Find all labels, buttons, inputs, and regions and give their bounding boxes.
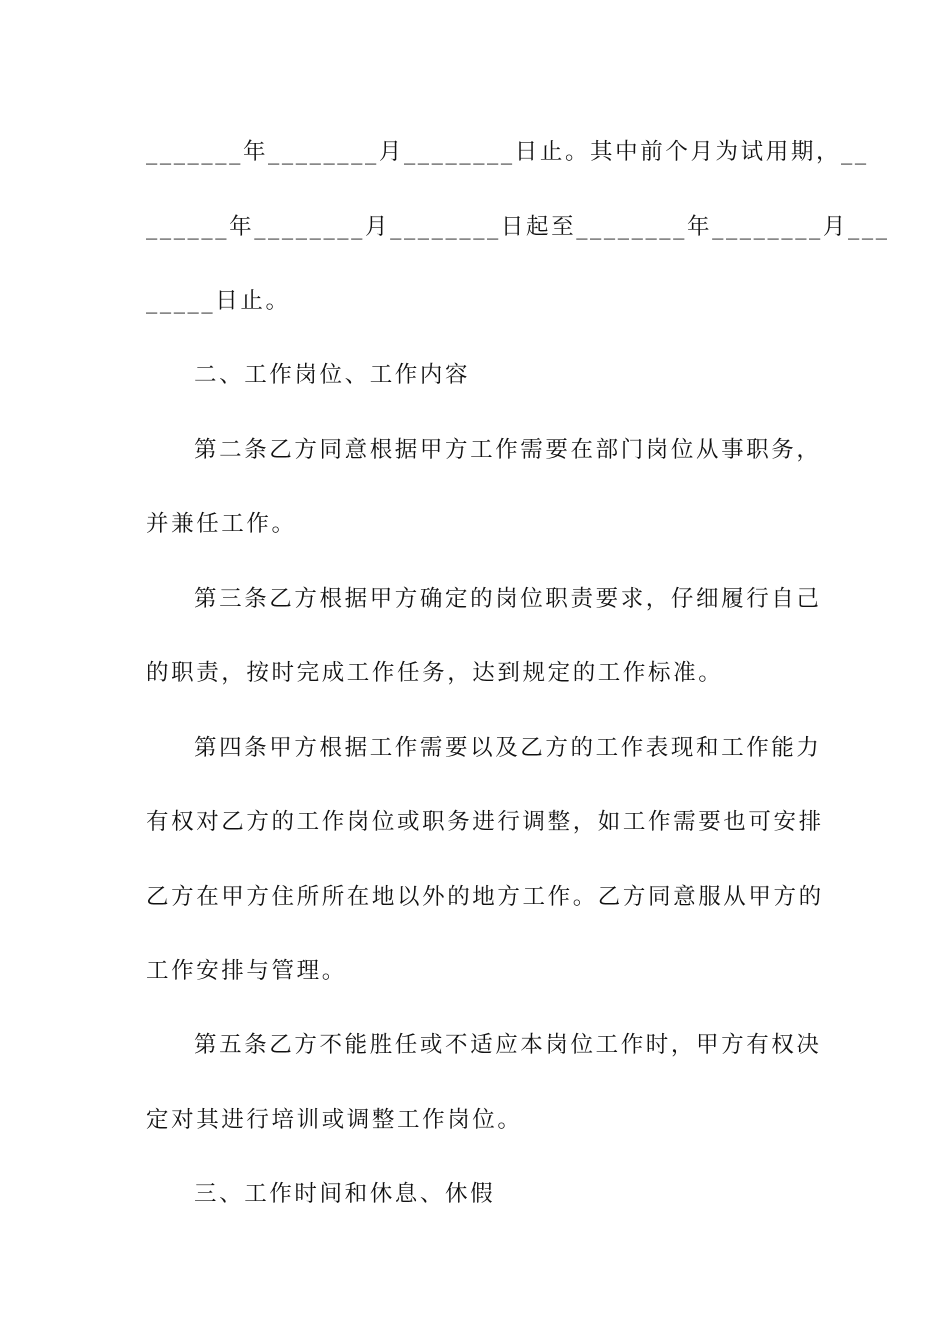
article-4-line-2: 有权对乙方的工作岗位或职务进行调整，如工作需要也可安排 (146, 809, 824, 835)
article-3-line-2: 的职责，按时完成工作任务，达到规定的工作标准。 (146, 660, 724, 686)
article-2-line-2: 并兼任工作。 (146, 511, 297, 537)
contract-term-line-3: _____日止。 (146, 288, 291, 314)
article-5-line-1: 第五条乙方不能胜任或不适应本岗位工作时，甲方有权决 (194, 1032, 822, 1058)
article-5-line-2: 定对其进行培训或调整工作岗位。 (146, 1107, 523, 1133)
contract-term-line-1: _______年________月________日止。其中前个月为试用期，__ (146, 139, 869, 165)
article-3-line-1: 第三条乙方根据甲方确定的岗位职责要求，仔细履行自己 (194, 586, 822, 612)
article-4-line-3: 乙方在甲方住所所在地以外的地方工作。乙方同意服从甲方的 (146, 884, 824, 910)
section-heading-job-position: 二、工作岗位、工作内容 (194, 362, 471, 388)
contract-term-line-2: ______年________月________日起至________年________月___ (146, 214, 890, 240)
article-2-line-1: 第二条乙方同意根据甲方工作需要在部门岗位从事职务， (194, 437, 822, 463)
article-4-line-1: 第四条甲方根据工作需要以及乙方的工作表现和工作能力 (194, 735, 822, 761)
section-heading-working-hours: 三、工作时间和休息、休假 (194, 1181, 496, 1207)
article-4-line-4: 工作安排与管理。 (146, 958, 347, 984)
